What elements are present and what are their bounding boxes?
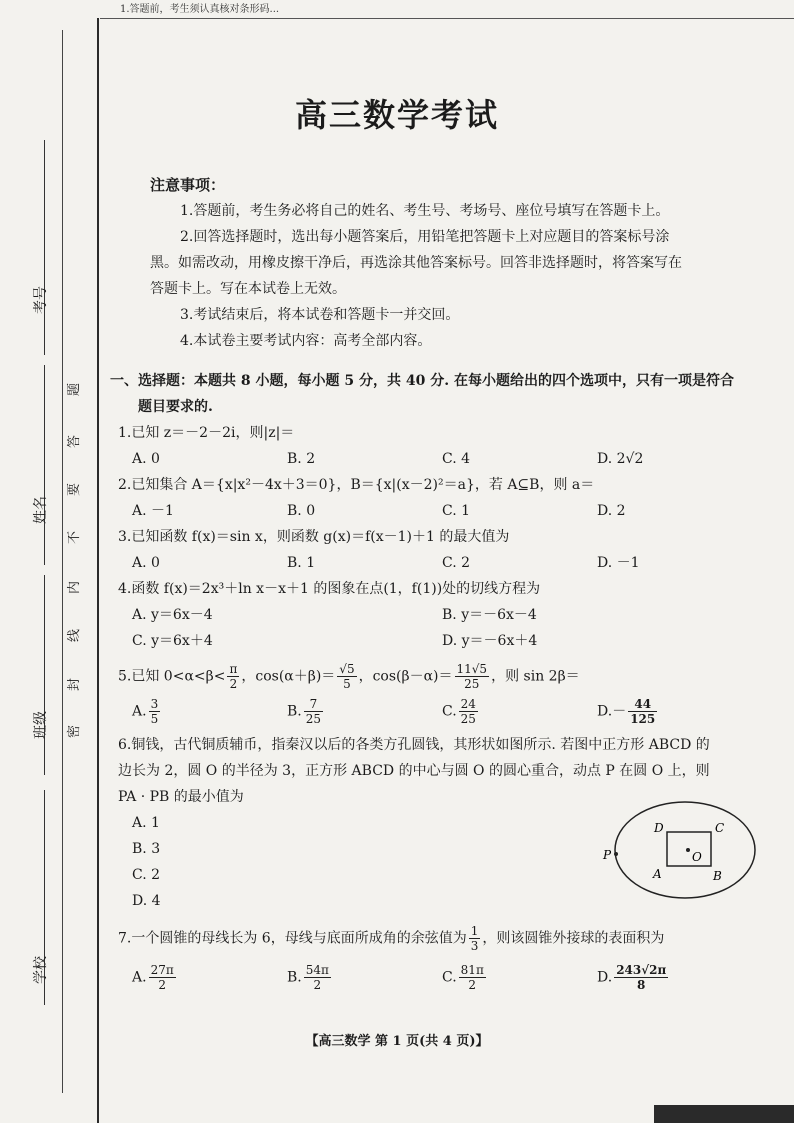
question-4-options <box>132 602 775 628</box>
label-b: B <box>713 869 722 883</box>
banji-label: 班级 <box>33 711 49 739</box>
numerator: 3 <box>150 697 159 711</box>
numerator: π <box>229 662 238 676</box>
option: A. 0 <box>132 451 160 467</box>
option: A. －1 <box>132 503 174 519</box>
q5-text: ，cos(β－α)＝ <box>358 668 453 685</box>
denominator: 8 <box>637 978 646 992</box>
question-7-stem <box>118 924 775 953</box>
question-2-options <box>132 498 775 524</box>
kaohao-label: 考号 <box>33 286 49 314</box>
numerator: 54π <box>305 963 329 977</box>
question-2-stem: 2.已知集合 A＝{x|x²－4x＋3＝0}，B＝{x|(x－2)²＝a}，若 A⊆B，则 a＝ <box>118 477 595 493</box>
option <box>132 963 287 992</box>
numerator: 27π <box>150 963 174 977</box>
fraction <box>337 662 356 691</box>
option <box>442 963 597 992</box>
option-letter: D. <box>597 969 613 986</box>
section-heading: 一、选择题：本题共 8 小题，每小题 5 分，共 40 分. 在每小题给出的四个选项中，只有一项是符合 <box>110 373 734 389</box>
fraction <box>469 924 481 953</box>
denominator: 5 <box>343 677 351 691</box>
label-d: D <box>654 821 664 835</box>
option: B. 0 <box>287 503 316 519</box>
option: B. y＝－6x－4 <box>442 607 537 623</box>
circle-o <box>615 802 755 898</box>
option: C. y＝6x＋4 <box>132 633 213 649</box>
seal-char: 内 <box>67 580 83 595</box>
option: D. y＝－6x＋4 <box>442 633 538 649</box>
denominator: 3 <box>470 939 479 953</box>
numerator: 7 <box>304 697 323 712</box>
question-4-stem: 4.函数 f(x)＝2x³＋ln x－x＋1 的图象在点(1，f(1))处的切线方程为 <box>118 581 541 597</box>
question-3-stem: 3.已知函数 f(x)＝sin x，则函数 g(x)＝f(x－1)＋1 的最大值为 <box>118 529 510 545</box>
numerator: 1 <box>470 924 479 938</box>
fraction <box>227 662 239 691</box>
option <box>597 697 752 726</box>
question-3-options <box>132 550 775 576</box>
option-letter: A. <box>132 969 147 986</box>
option: D. 2√2 <box>597 451 644 467</box>
notice-item: 4.本试卷主要考试内容：高考全部内容。 <box>180 333 432 349</box>
denominator: 25 <box>460 712 476 726</box>
label-c: C <box>715 821 725 835</box>
top-strip-text: 1.答题前，考生须认真核对条形码... <box>120 4 280 15</box>
banji-underline <box>44 575 45 775</box>
question-7-options <box>132 963 775 992</box>
option: B. 1 <box>287 555 316 571</box>
q5-text: ，则 sin 2β＝ <box>491 668 580 685</box>
page-title: 高三数学考试 <box>294 96 499 134</box>
notice-heading: 注意事项： <box>150 176 226 194</box>
seal-char: 密 <box>67 724 83 739</box>
denominator: 2 <box>229 677 238 691</box>
question-1-options <box>132 446 775 472</box>
option: C. 1 <box>442 503 471 519</box>
seal-char: 线 <box>67 628 83 643</box>
option: D. 4 <box>132 893 161 909</box>
option: A. 0 <box>132 555 160 571</box>
center-point <box>686 848 690 852</box>
option: C. 2 <box>442 555 471 571</box>
option <box>287 697 442 726</box>
scan-edge-shadow <box>654 1105 794 1123</box>
top-rule <box>100 18 794 19</box>
question-5-options <box>132 697 775 726</box>
option-letter: D. <box>597 703 613 720</box>
fraction <box>455 662 490 691</box>
notice-item: 3.考试结束后，将本试卷和答题卡一并交回。 <box>180 307 460 323</box>
option-letter: A. <box>132 703 147 720</box>
notice-item: 2.回答选择题时，选出每小题答案后，用铅笔把答题卡上对应题目的答案标号涂 <box>180 229 670 245</box>
numerator: 243√2π <box>616 963 667 977</box>
seal-char: 封 <box>67 677 83 692</box>
label-p: P <box>603 848 612 862</box>
denominator: 5 <box>150 712 159 726</box>
numerator: 24 <box>460 697 476 711</box>
option: D. 2 <box>597 503 626 519</box>
option <box>287 963 442 992</box>
numerator: 44 <box>628 697 657 712</box>
option-letter: B. <box>287 969 302 986</box>
denominator: 2 <box>468 978 477 992</box>
option: C. 2 <box>132 867 161 883</box>
seal-char: 不 <box>67 530 83 545</box>
option-letter: C. <box>442 703 457 720</box>
xingming-label: 姓名 <box>33 496 49 524</box>
seal-char: 题 <box>67 382 83 397</box>
option: A. 1 <box>132 815 160 831</box>
question-6-line: 边长为 2，圆 O 的半径为 3，正方形 ABCD 的中心与圆 O 的圆心重合，动点 P 在圆 O 上，则 <box>118 763 710 779</box>
denominator: 2 <box>313 978 322 992</box>
question-6-line: PA · PB 的最小值为 <box>118 789 244 805</box>
option: C. 4 <box>442 451 471 467</box>
section-heading-cont: 题目要求的. <box>138 399 213 415</box>
notice-item: 1.答题前，考生务必将自己的姓名、考生号、考场号、座位号填写在答题卡上。 <box>180 203 670 219</box>
denominator: 25 <box>464 677 480 691</box>
option-letter: C. <box>442 969 457 986</box>
option <box>597 963 752 992</box>
notice-item: 黑。如需改动，用橡皮擦干净后，再选涂其他答案标号。回答非选择题时，将答案写在 <box>150 255 682 271</box>
option-sign: － <box>612 703 627 720</box>
coin-figure <box>600 790 770 910</box>
option-letter: B. <box>287 703 302 720</box>
kaohao-underline <box>44 140 45 355</box>
option <box>442 697 597 726</box>
numerator: 11√5 <box>456 662 488 676</box>
label-a: A <box>653 867 662 881</box>
q7-text: ，则该圆锥外接球的表面积为 <box>482 930 665 947</box>
option: B. 2 <box>287 451 316 467</box>
q7-text: 7.一个圆锥的母线长为 6，母线与底面所成角的余弦值为 <box>118 930 467 947</box>
question-4-options <box>132 628 775 654</box>
page-footer: 【高三数学 第 1 页(共 4 页)】 <box>305 1034 489 1049</box>
seal-char: 要 <box>67 482 83 497</box>
question-5-stem <box>118 662 775 691</box>
option: A. y＝6x－4 <box>132 607 213 623</box>
option: D. －1 <box>597 555 640 571</box>
notice-item: 答题卡上。写在本试卷上无效。 <box>150 281 346 297</box>
numerator: √5 <box>339 662 355 676</box>
xuexiao-label: 学校 <box>33 956 49 984</box>
label-o: O <box>692 850 702 864</box>
point-p <box>614 852 618 856</box>
question-6-line: 6.铜钱，古代铜质辅币，指秦汉以后的各类方孔圆钱，其形状如图所示. 若图中正方形 ABCD 的 <box>118 737 710 753</box>
denominator: 25 <box>305 712 322 726</box>
option: B. 3 <box>132 841 161 857</box>
numerator: 81π <box>460 963 484 977</box>
binding-line <box>62 30 63 1093</box>
denominator: 125 <box>630 712 656 726</box>
q5-text: ，cos(α＋β)＝ <box>241 668 336 685</box>
q5-text: 5.已知 0<α<β< <box>118 668 226 685</box>
denominator: 2 <box>158 978 166 992</box>
seal-char: 答 <box>67 434 83 449</box>
question-1-stem: 1.已知 z＝－2－2i，则|z|＝ <box>118 425 295 441</box>
margin-rule <box>97 18 99 1123</box>
option <box>132 697 287 726</box>
xingming-underline <box>44 365 45 565</box>
